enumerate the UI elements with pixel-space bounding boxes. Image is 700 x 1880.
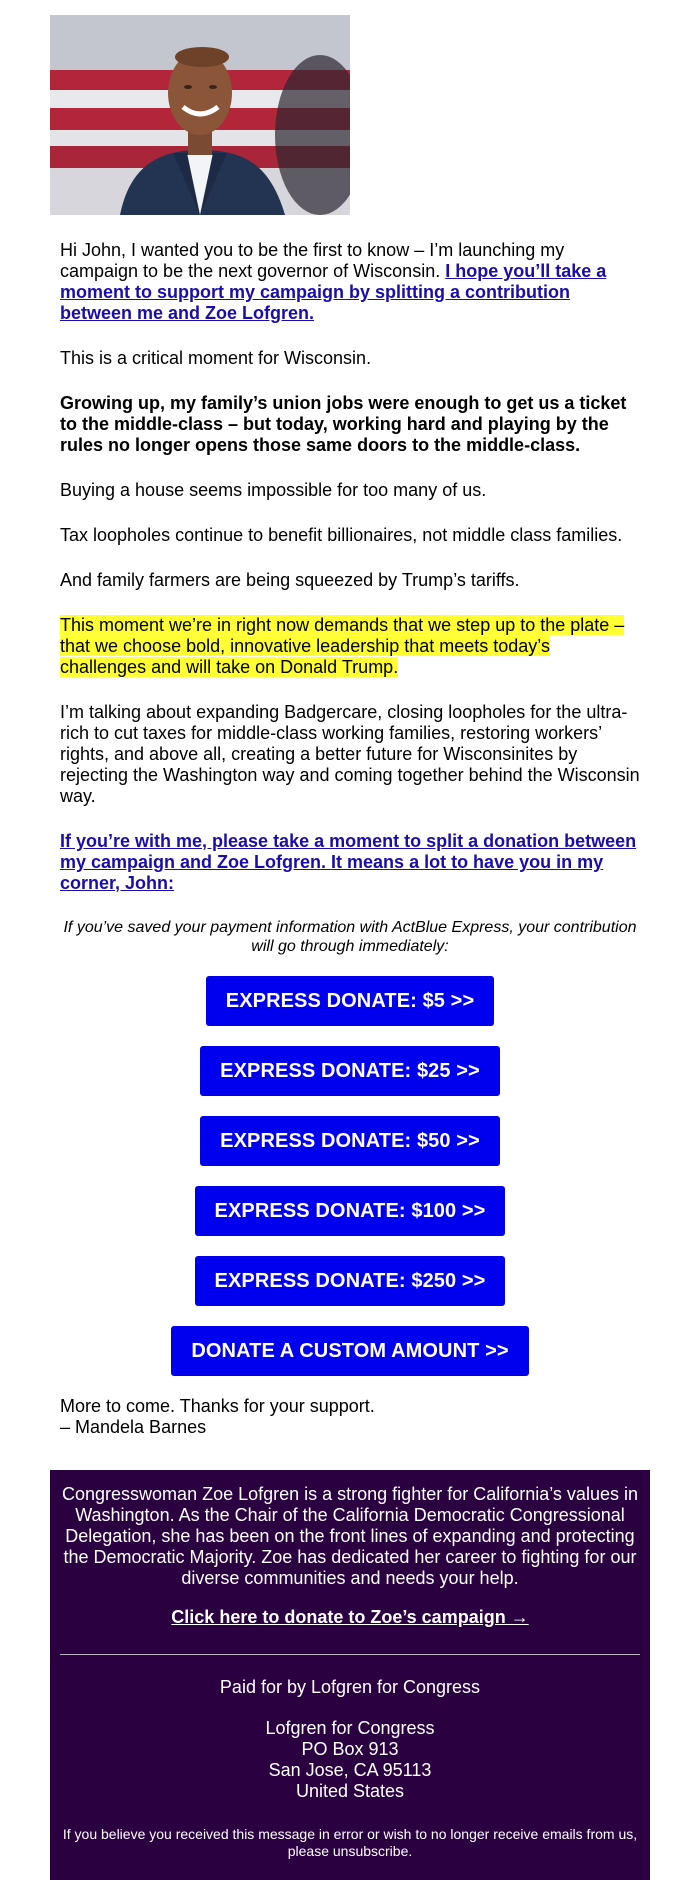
support-campaign-link[interactable]: I hope you’ll take a moment to support my campaign by splitting a contribution between me and Zoe Lofgren. — [60, 261, 607, 323]
donate-button-row-25 — [60, 1046, 640, 1116]
footer-divider — [60, 1654, 640, 1655]
intro-text: Hi John, I wanted you to be the first to know – I’m launching my campaign to be the next governor of Wisconsin. — [60, 240, 565, 281]
address-line-city: San Jose, CA 95113 — [268, 1760, 432, 1780]
address-line-org: Lofgren for Congress — [265, 1718, 435, 1738]
split-donation-link[interactable]: If you’re with me, please take a moment to split a donation between my campaign and Zoe Lofgren. It means a lot to have you in my corner, John: — [60, 831, 637, 893]
highlighted-text: This moment we’re in right now demands that we step up to the plate – that we choose bold, innovative leadership that meets today’s challenges and will take on Donald Trump. — [60, 615, 625, 677]
address-line-country: United States — [295, 1781, 405, 1801]
farmers-paragraph: And family farmers are being squeezed by Trump’s tariffs. — [60, 570, 520, 590]
donate-to-zoe-link[interactable]: Click here to donate to Zoe’s campaign → — [171, 1607, 529, 1627]
email-body — [60, 240, 640, 1438]
paid-for-disclaimer: Paid for by Lofgren for Congress — [219, 1677, 481, 1697]
signoff-signature: – Mandela Barnes — [60, 1417, 207, 1437]
highlighted-paragraph — [60, 615, 640, 678]
lofgren-bio: Congresswoman Zoe Lofgren is a strong fighter for California’s values in Washington. As the Chair of the California Democratic Congressional Delegation, she has been on the front lines of expanding and protecting the Democratic Majority. Zoe has dedicated her career to fighting for our diverse communities and needs your help. — [62, 1484, 638, 1588]
hero-photo — [50, 15, 350, 215]
donate-button-row-custom — [60, 1326, 640, 1396]
donate-button-row-100 — [60, 1186, 640, 1256]
express-donate-250-button[interactable]: EXPRESS DONATE: $250 >> — [195, 1256, 506, 1306]
donate-button-row-5 — [60, 976, 640, 1046]
signoff-thanks: More to come. Thanks for your support. — [60, 1396, 375, 1416]
critical-moment-paragraph: This is a critical moment for Wisconsin. — [60, 348, 372, 368]
unsubscribe-notice[interactable]: If you believe you received this message in error or wish to no longer receive emails from us, please unsubscribe. — [62, 1826, 638, 1859]
express-donate-5-button[interactable]: EXPRESS DONATE: $5 >> — [206, 976, 494, 1026]
express-donate-25-button[interactable]: EXPRESS DONATE: $25 >> — [200, 1046, 500, 1096]
donate-button-row-250 — [60, 1256, 640, 1326]
tax-loopholes-paragraph: Tax loopholes continue to benefit billionaires, not middle class families. — [60, 525, 623, 545]
donate-button-row-50 — [60, 1116, 640, 1186]
signoff — [60, 1396, 640, 1438]
housing-paragraph: Buying a house seems impossible for too many of us. — [60, 480, 487, 500]
candidate-portrait-image — [50, 15, 350, 215]
actblue-express-note: If you’ve saved your payment information with ActBlue Express, your contribution will go through immediately: — [63, 919, 637, 955]
address-line-pobox: PO Box 913 — [301, 1739, 399, 1759]
express-donate-100-button[interactable]: EXPRESS DONATE: $100 >> — [195, 1186, 506, 1236]
express-donate-50-button[interactable]: EXPRESS DONATE: $50 >> — [200, 1116, 500, 1166]
union-jobs-paragraph: Growing up, my family’s union jobs were enough to get us a ticket to the middle-class – but today, working hard and playing by the rules no longer opens those same doors to the middle-class. — [60, 393, 627, 455]
split-donation-paragraph — [60, 831, 640, 894]
intro-paragraph — [60, 240, 640, 324]
donate-custom-amount-button[interactable]: DONATE A CUSTOM AMOUNT >> — [171, 1326, 528, 1376]
mailing-address — [50, 1718, 650, 1802]
badgercare-paragraph: I’m talking about expanding Badgercare, closing loopholes for the ultra-rich to cut taxes for middle-class working families, restoring workers’ rights, and above all, creating a better future for Wisconsinites by rejecting the Washington way and coming together behind the Wisconsin way. — [60, 702, 640, 806]
footer — [50, 1470, 650, 1880]
